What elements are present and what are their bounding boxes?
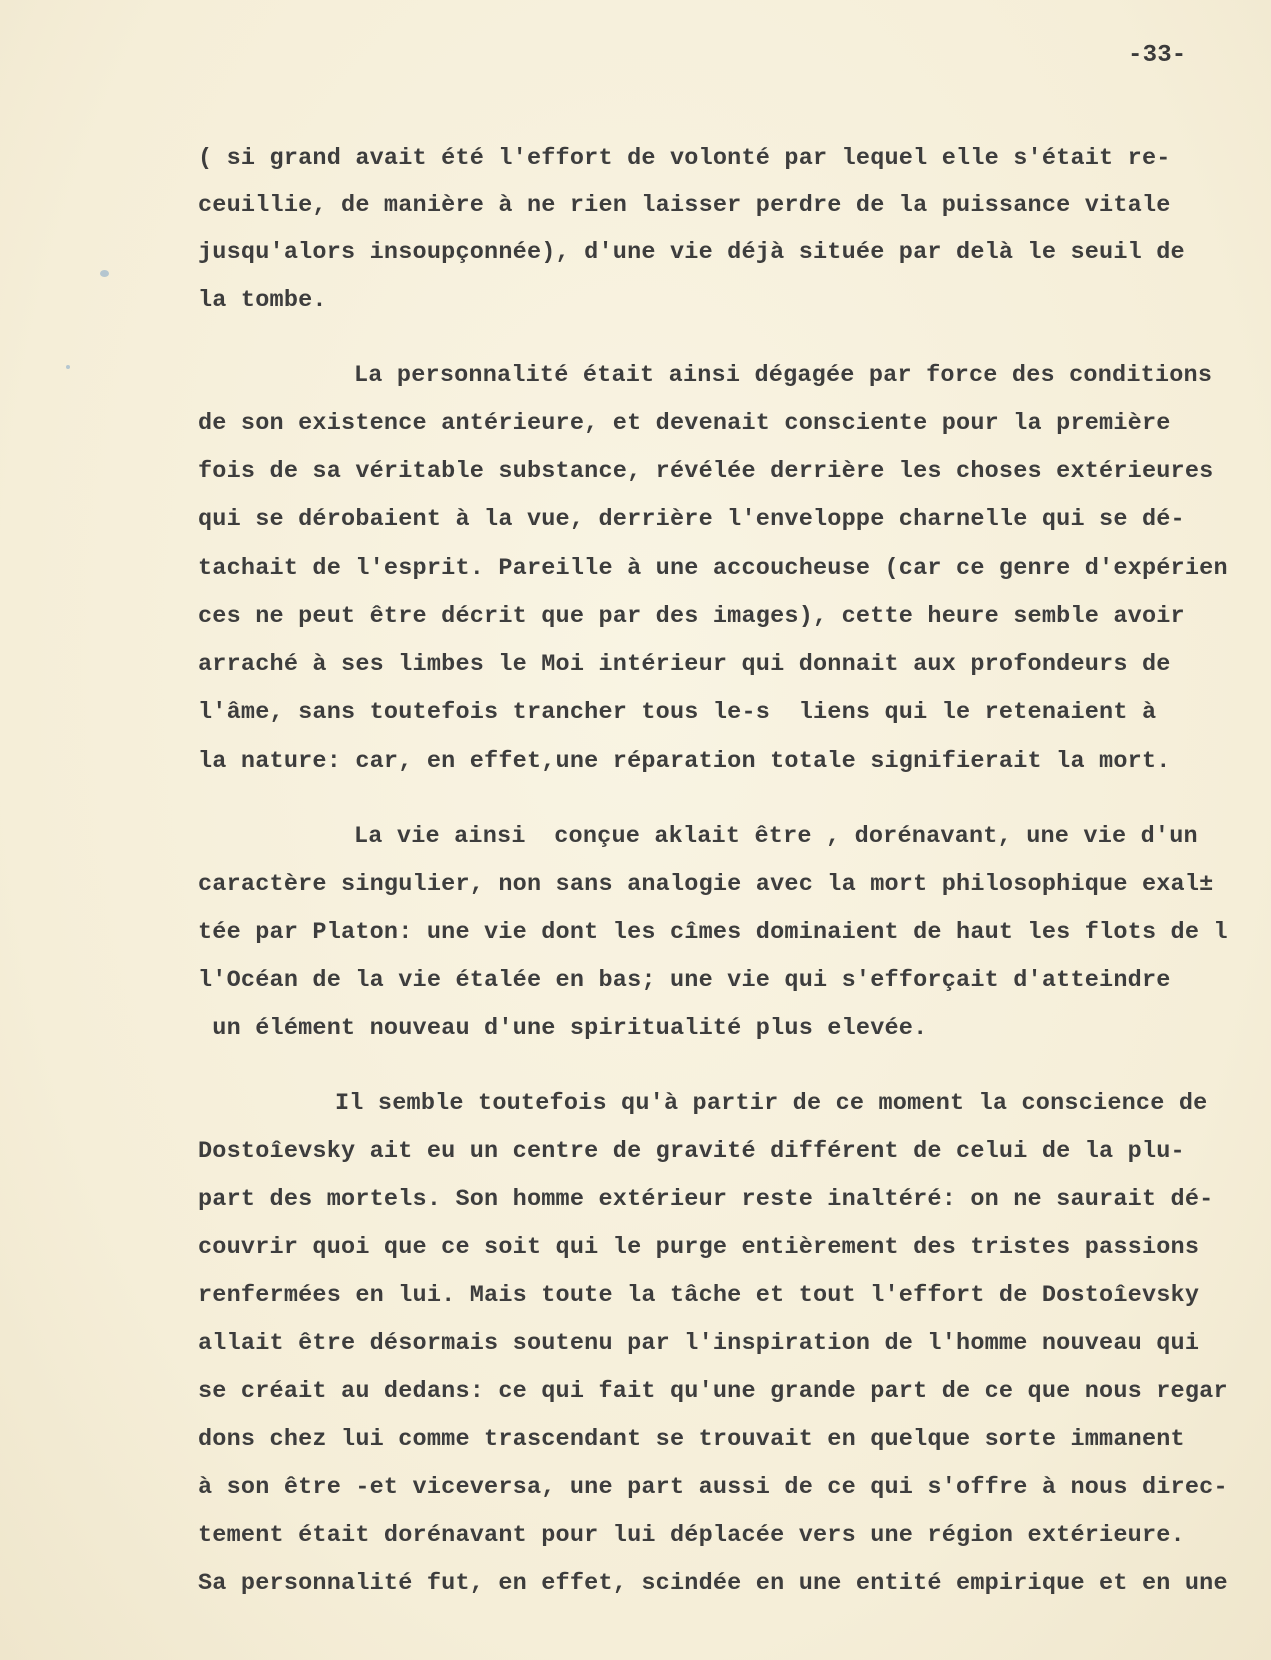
text-line: part des mortels. Son homme extérieur reste inaltéré: on ne saurait dé- <box>198 1186 1214 1213</box>
text-line: qui se dérobaient à la vue, derrière l'enveloppe charnelle qui se dé- <box>198 506 1185 533</box>
text-line: arraché à ses limbes le Moi intérieur qui donnait aux profondeurs de <box>198 651 1171 678</box>
text-line: ceuillie, de manière à ne rien laisser perdre de la puissance vitale <box>198 192 1171 219</box>
text-line: couvrir quoi que ce soit qui le purge entièrement des tristes passions <box>198 1234 1200 1261</box>
text-line: Sa personnalité fut, en effet, scindée en une entité empirique et en une <box>198 1570 1228 1597</box>
text-line: fois de sa véritable substance, révélée derrière les choses extérieures <box>198 458 1214 485</box>
ink-speck <box>100 270 109 277</box>
text-line: la nature: car, en effet,une réparation totale signifierait la mort. <box>198 748 1171 775</box>
text-line: tée par Platon: une vie dont les cîmes dominaient de haut les flots de l <box>198 919 1228 946</box>
text-line: tement était dorénavant pour lui déplacée vers une région extérieure. <box>198 1522 1185 1549</box>
page-number: -33- <box>1128 42 1187 69</box>
text-line: allait être désormais soutenu par l'inspiration de l'homme nouveau qui <box>198 1330 1200 1357</box>
text-line: ces ne peut être décrit que par des images), cette heure semble avoir <box>198 603 1185 630</box>
text-line: La personnalité était ainsi dégagée par force des conditions <box>354 362 1213 389</box>
text-line: l'âme, sans toutefois trancher tous le-s liens qui le retenaient à <box>198 699 1157 726</box>
ink-speck <box>66 365 70 369</box>
text-line: renfermées en lui. Mais toute la tâche et tout l'effort de Dostoîevsky <box>198 1282 1200 1309</box>
text-line: jusqu'alors insoupçonnée), d'une vie déjà située par delà le seuil de <box>198 239 1185 266</box>
text-line: ( si grand avait été l'effort de volonté par lequel elle s'était re- <box>198 145 1171 172</box>
text-line: l'Océan de la vie étalée en bas; une vie qui s'efforçait d'atteindre <box>198 967 1171 994</box>
text-line: dons chez lui comme trascendant se trouvait en quelque sorte immanent <box>198 1426 1185 1453</box>
text-line: se créait au dedans: ce qui fait qu'une grande part de ce que nous regar <box>198 1378 1228 1405</box>
text-line: Dostoîevsky ait eu un centre de gravité différent de celui de la plu- <box>198 1138 1185 1165</box>
text-line: la tombe. <box>198 287 327 314</box>
text-line: de son existence antérieure, et devenait consciente pour la première <box>198 410 1171 437</box>
text-line: Il semble toutefois qu'à partir de ce moment la conscience de <box>335 1090 1208 1117</box>
text-line: La vie ainsi conçue aklait être , dorénavant, une vie d'un <box>354 823 1198 850</box>
text-line: un élément nouveau d'une spiritualité plus elevée. <box>198 1015 928 1042</box>
text-line: caractère singulier, non sans analogie avec la mort philosophique exal± <box>198 871 1214 898</box>
text-line: tachait de l'esprit. Pareille à une accoucheuse (car ce genre d'expérien <box>198 555 1228 582</box>
text-line: à son être -et viceversa, une part aussi de ce qui s'offre à nous direc- <box>198 1474 1228 1501</box>
